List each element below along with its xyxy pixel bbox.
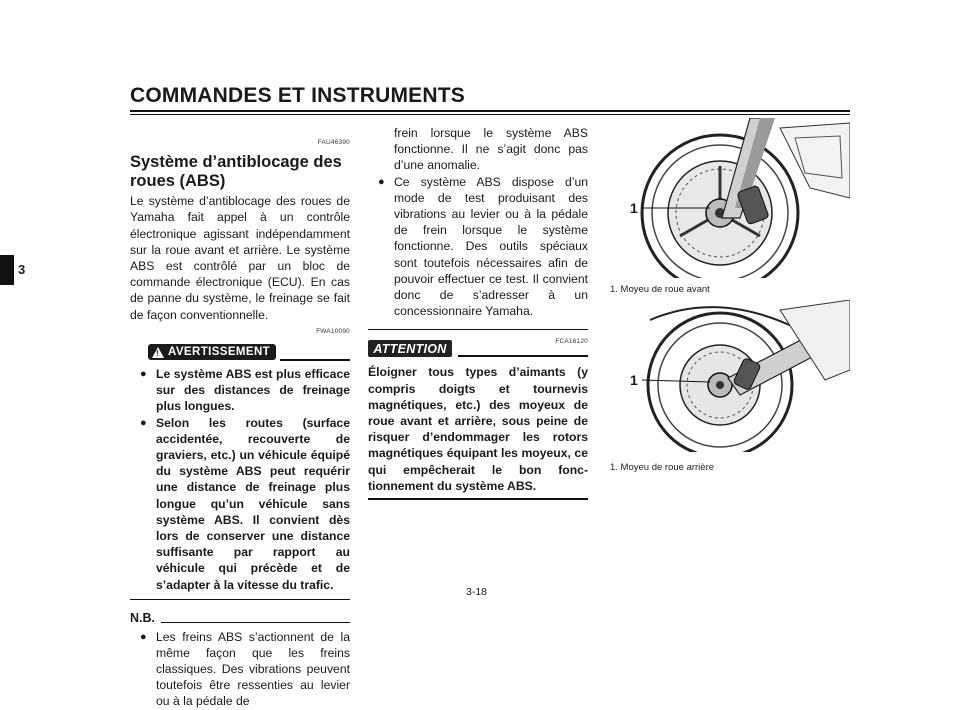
- note-item-continued: frein lorsque le système ABS fonctionne. Il ne s’agit donc pas d’une anomalie.: [394, 126, 588, 173]
- warning-item: ● Le système ABS est plus efficace sur des distances de freinage plus longues.: [130, 366, 350, 415]
- note-list-2: [368, 174, 588, 320]
- callout-rear-hub: 1: [630, 372, 638, 388]
- chapter-number: 3: [18, 262, 26, 277]
- attention-rule: [458, 355, 588, 357]
- note-header: [130, 610, 350, 626]
- warning-item: ● Selon les routes (surface accidentée, recouverte de graviers, etc.) un véhicule équipé du système ABS peut requérir une distance de freinage plus longue qu’un véhicule sans système ABS. Il convient dès lors de conserver une distance suffisante par rapport au véhicule qui précède et de s’adapter à la vitesse du trafic.: [130, 415, 350, 593]
- attention-end-rule: [368, 498, 588, 500]
- attention-header: [368, 329, 588, 360]
- warning-triangle-icon: !: [152, 347, 164, 358]
- column-middle: [368, 125, 588, 500]
- header-rule-thin: [130, 114, 850, 115]
- warning-header: [130, 342, 350, 364]
- note-rule: [161, 622, 350, 623]
- page-number: 3-18: [466, 586, 488, 598]
- front-hub-caption: 1. Moyeu de roue avant: [610, 284, 710, 295]
- front-wheel-hub-illustration: [610, 118, 850, 278]
- section-intro: Le système d’antiblocage des roues de Yamaha fait appel à un contrôle électronique agissant indépendamment sur la roue avant et arrière. Le système ABS est contrôlé par un bloc de commande électronique (ECU). En cas de panne du système, le freinage se fait de façon conventionnelle.: [130, 194, 350, 322]
- warning-label: AVERTISSEMENT: [168, 345, 271, 358]
- note-item: ● Les freins ABS s’actionnent de la même façon que les freins classiques. Des vibrations peuvent toutefois être ressenties au levier ou à la pédale de: [130, 629, 350, 710]
- header-rule: [130, 110, 850, 112]
- note-item: ● Ce système ABS dispose d’un mode de test produisant des vibrations au levier ou à la pédale de frein lorsque le système fonctionne. Des outils spéciaux sont toutefois nécessaires afin de pouvoir effectuer ce test. Il convient donc de s’adresser à un concessionnaire Yamaha.: [368, 174, 588, 320]
- chapter-tab: [0, 255, 14, 285]
- page-header-title: COMMANDES ET INSTRUMENTS: [130, 84, 465, 107]
- warning-rule: [280, 359, 350, 361]
- attention-text: Éloigner tous types d’aimants (y compris doigts et tournevis magnétiques, etc.) des moyeux de roue avant et arrière, sous peine de risquer d’endommager les rotors magnétiques équipant les moyeux, ce qui empêcherait le bon fonctionnement du système ABS.: [368, 365, 588, 493]
- rear-hub-caption: 1. Moyeu de roue arrière: [610, 462, 715, 473]
- warning-badge: [148, 344, 276, 360]
- warning-list: [130, 366, 350, 593]
- warning-end-rule: [130, 599, 350, 601]
- callout-front-hub: 1: [630, 200, 638, 216]
- attention-badge: ATTENTION: [368, 340, 452, 357]
- section-title: Système d’antiblocage des roues (ABS): [130, 153, 342, 191]
- section-code: FAU46390: [317, 139, 350, 146]
- attention-code: FCA16120: [555, 338, 588, 346]
- warning-code: FWA10090: [316, 327, 350, 335]
- note-list: [130, 629, 350, 710]
- column-left: [130, 135, 350, 710]
- rear-wheel-hub-illustration: [610, 300, 850, 452]
- note-label: N.B.: [130, 611, 155, 626]
